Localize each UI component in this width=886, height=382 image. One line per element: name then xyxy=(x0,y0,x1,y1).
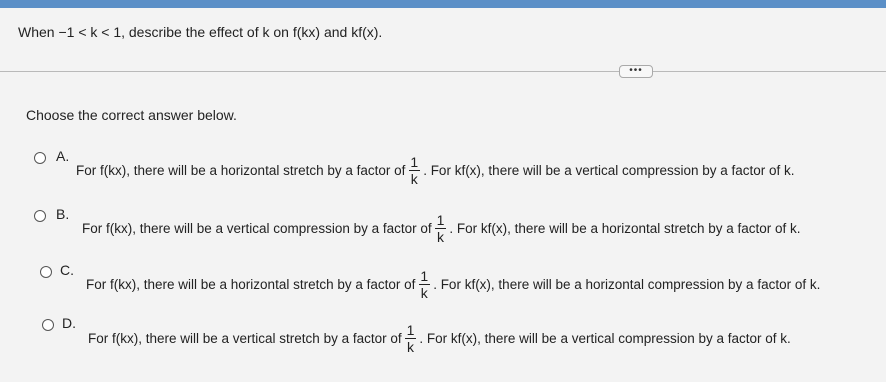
option-text-part1: For f(kx), there will be a vertical stretch by a factor of xyxy=(88,330,402,346)
fraction xyxy=(435,212,447,245)
option-letter: A. xyxy=(56,148,70,164)
fraction-numerator: 1 xyxy=(420,267,429,284)
question-text: When −1 < k < 1, describe the effect of k on f(kx) and kf(x). xyxy=(18,24,383,40)
fraction xyxy=(418,268,430,301)
answer-option-b[interactable] xyxy=(0,200,886,260)
option-text xyxy=(76,152,795,188)
fraction-denominator: k xyxy=(410,170,418,187)
fraction-denominator: k xyxy=(437,228,445,245)
radio-button-b[interactable] xyxy=(34,210,46,222)
option-text-part2: . For kf(x), there will be a vertical compression by a factor of k. xyxy=(423,162,795,178)
option-text xyxy=(88,320,791,356)
fraction xyxy=(408,154,420,187)
fraction-denominator: k xyxy=(420,284,428,301)
fraction-denominator: k xyxy=(407,338,414,355)
fraction-numerator: 1 xyxy=(436,211,445,228)
top-accent-bar xyxy=(0,0,886,8)
more-options-button[interactable]: ••• xyxy=(619,65,653,78)
fraction xyxy=(405,322,417,355)
instruction-text: Choose the correct answer below. xyxy=(26,107,237,123)
option-text-part2: . For kf(x), there will be a horizontal compression by a factor of k. xyxy=(433,276,821,292)
radio-button-d[interactable] xyxy=(42,319,54,331)
option-text-part1: For f(kx), there will be a vertical compression by a factor of xyxy=(82,220,432,236)
option-text xyxy=(82,210,801,246)
option-letter: D. xyxy=(62,315,76,331)
answer-option-a[interactable] xyxy=(0,140,886,200)
fraction-numerator: 1 xyxy=(410,153,419,170)
answer-option-d[interactable] xyxy=(0,316,886,376)
option-letter: B. xyxy=(56,206,70,222)
radio-button-a[interactable] xyxy=(34,152,46,164)
radio-button-c[interactable] xyxy=(40,266,52,278)
option-letter: C. xyxy=(60,262,74,278)
answer-option-c[interactable] xyxy=(0,258,886,318)
fraction-numerator: 1 xyxy=(406,321,415,338)
option-text-part1: For f(kx), there will be a horizontal stretch by a factor of xyxy=(76,162,406,178)
option-text-part1: For f(kx), there will be a horizontal stretch by a factor of xyxy=(86,276,416,292)
option-text-part2: . For kf(x), there will be a horizontal stretch by a factor of k. xyxy=(449,220,801,236)
option-text xyxy=(86,266,820,302)
section-divider xyxy=(0,71,886,72)
option-text-part2: . For kf(x), there will be a vertical compression by a factor of k. xyxy=(419,330,791,346)
